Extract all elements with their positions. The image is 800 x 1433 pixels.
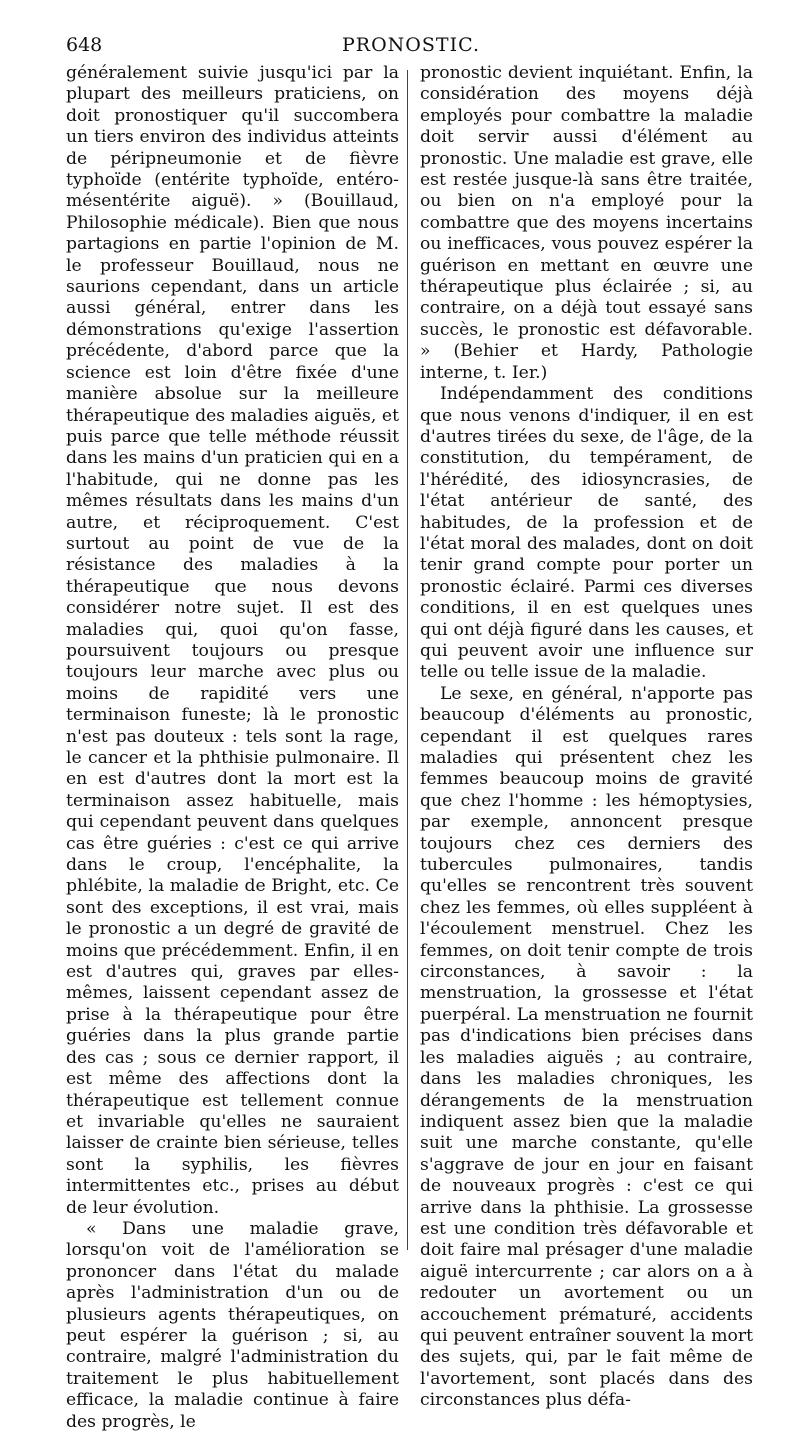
left-paragraph-1: généralement suivie jusqu'ici par la plupart des meilleurs praticiens, on doit pronostiquer qu'il succombera un tiers environ des individus atteints de péripneumonie et de fièvre typhoïde (entérite typhoïde, entéro-mésentérite aiguë). » (Bouillaud, Philosophie médicale). Bien que nous partagions en partie l'opinion de M. le professeur Bouillaud, nous ne saurions cependant, dans un article aussi général, entrer dans les démonstrations qu'exige l'assertion précédente, d'abord parce que la science est loin d'être fixée d'une manière absolue sur la meilleure thérapeutique des maladies aiguës, et puis parce que telle méthode réussit dans les mains d'un praticien qui en a l'habitude, qui ne donne pas les mêmes résultats dans les mains d'un autre, et réciproquement. C'est surtout au point de vue de la résistance des maladies à la thérapeutique que nous devons considérer notre sujet. Il est des maladies qui, quoi qu'on fasse, poursuivent toujours ou presque toujours leur marche avec plus ou moins de rapidité vers une terminaison funeste; là le pronostic n'est pas douteux : tels sont la rage, le cancer et la phthisie pulmonaire. Il en est d'autres dont la mort est la terminaison assez habituelle, mais qui cependant peuvent dans quelques cas être guéries : c'est ce qui arrive dans le croup, l'encéphalite, la phlébite, la maladie de Bright, etc. Ce sont des exceptions, il est vrai, mais le pronostic a un degré de gravité de moins que précédemment. Enfin, il en est d'autres qui, graves par elles-mêmes, laissent cependant assez de prise à la thérapeutique pour être guéries dans la plus grande partie des cas ; sous ce dernier rapport, il est même des affections dont la thérapeutique est tellement connue et invariable qu'elles ne sauraient laisser de crainte bien sérieuse, telles sont la syphilis, les fièvres intermittentes etc., prises au début de leur évolution. [66, 63, 399, 1218]
page-number: 648 [66, 34, 103, 56]
left-paragraph-2: « Dans une maladie grave, lorsqu'on voit de l'amélioration se prononcer dans l'état du malade après l'administration d'un ou de plusieurs agents thérapeutiques, on peut espérer la guérison ; si, au contraire, malgré l'administration du traitement le plus habituellement efficace, la maladie continue à faire des progrès, le [66, 1218, 399, 1432]
right-paragraph-1: pronostic devient inquiétant. Enfin, la considération des moyens déjà employés pour combattre la maladie doit servir aussi d'élément au pronostic. Une maladie est grave, elle est restée jusque-là sans être traitée, ou bien on n'a employé pour la combattre que des moyens incertains ou inefficaces, vous pouvez espérer la guérison en mettant en œuvre une thérapeutique plus éclairée ; si, au contraire, on a déjà tout essayé sans succès, le pronostic est défavorable. » (Behier et Hardy, Pathologie interne, t. Ier.) [420, 63, 753, 383]
running-head: PRONOSTIC. [342, 34, 480, 56]
left-column [66, 63, 399, 1433]
right-paragraph-3: Le sexe, en général, n'apporte pas beaucoup d'éléments au pronostic, cependant il est quelques rares maladies qui présentent chez les femmes beaucoup moins de gravité que chez l'homme : les hémoptysies, par exemple, annoncent presque toujours chez ces derniers des tubercules pulmonaires, tandis qu'elles se rencontrent très souvent chez les femmes, où elles suppléent à l'écoulement menstruel. Chez les femmes, on doit tenir compte de trois circonstances, à savoir : la menstruation, la grossesse et l'état puerpéral. La menstruation ne fournit pas d'indications bien précises dans les maladies aiguës ; au contraire, dans les maladies chroniques, les dérangements de la menstruation indiquent assez bien que la maladie suit une marche constante, qu'elle s'aggrave de jour en jour en faisant de nouveaux progrès : c'est ce qui arrive dans la phthisie. La grossesse est une condition très défavorable et doit faire mal présager d'une maladie aiguë intercurrente ; car alors on a à redouter un avortement ou un accouchement prématuré, accidents qui peuvent entraîner souvent la mort des sujets, qui, par le fait même de l'avortement, sont placés dans des circonstances plus défa- [420, 683, 753, 1411]
right-paragraph-2: Indépendamment des conditions que nous venons d'indiquer, il en est d'autres tirées du sexe, de l'âge, de la constitution, du tempérament, de l'hérédité, des idiosyncrasies, de l'état antérieur de santé, des habitudes, de la profession et de l'état moral des malades, dont on doit tenir grand compte pour porter un pronostic éclairé. Parmi ces diverses conditions, il en est quelques unes qui ont déjà figuré dans les causes, et qui peuvent avoir une influence sur telle ou telle issue de la maladie. [420, 384, 753, 683]
column-divider [407, 70, 408, 1250]
right-column [420, 63, 753, 1412]
page-header [66, 34, 756, 64]
